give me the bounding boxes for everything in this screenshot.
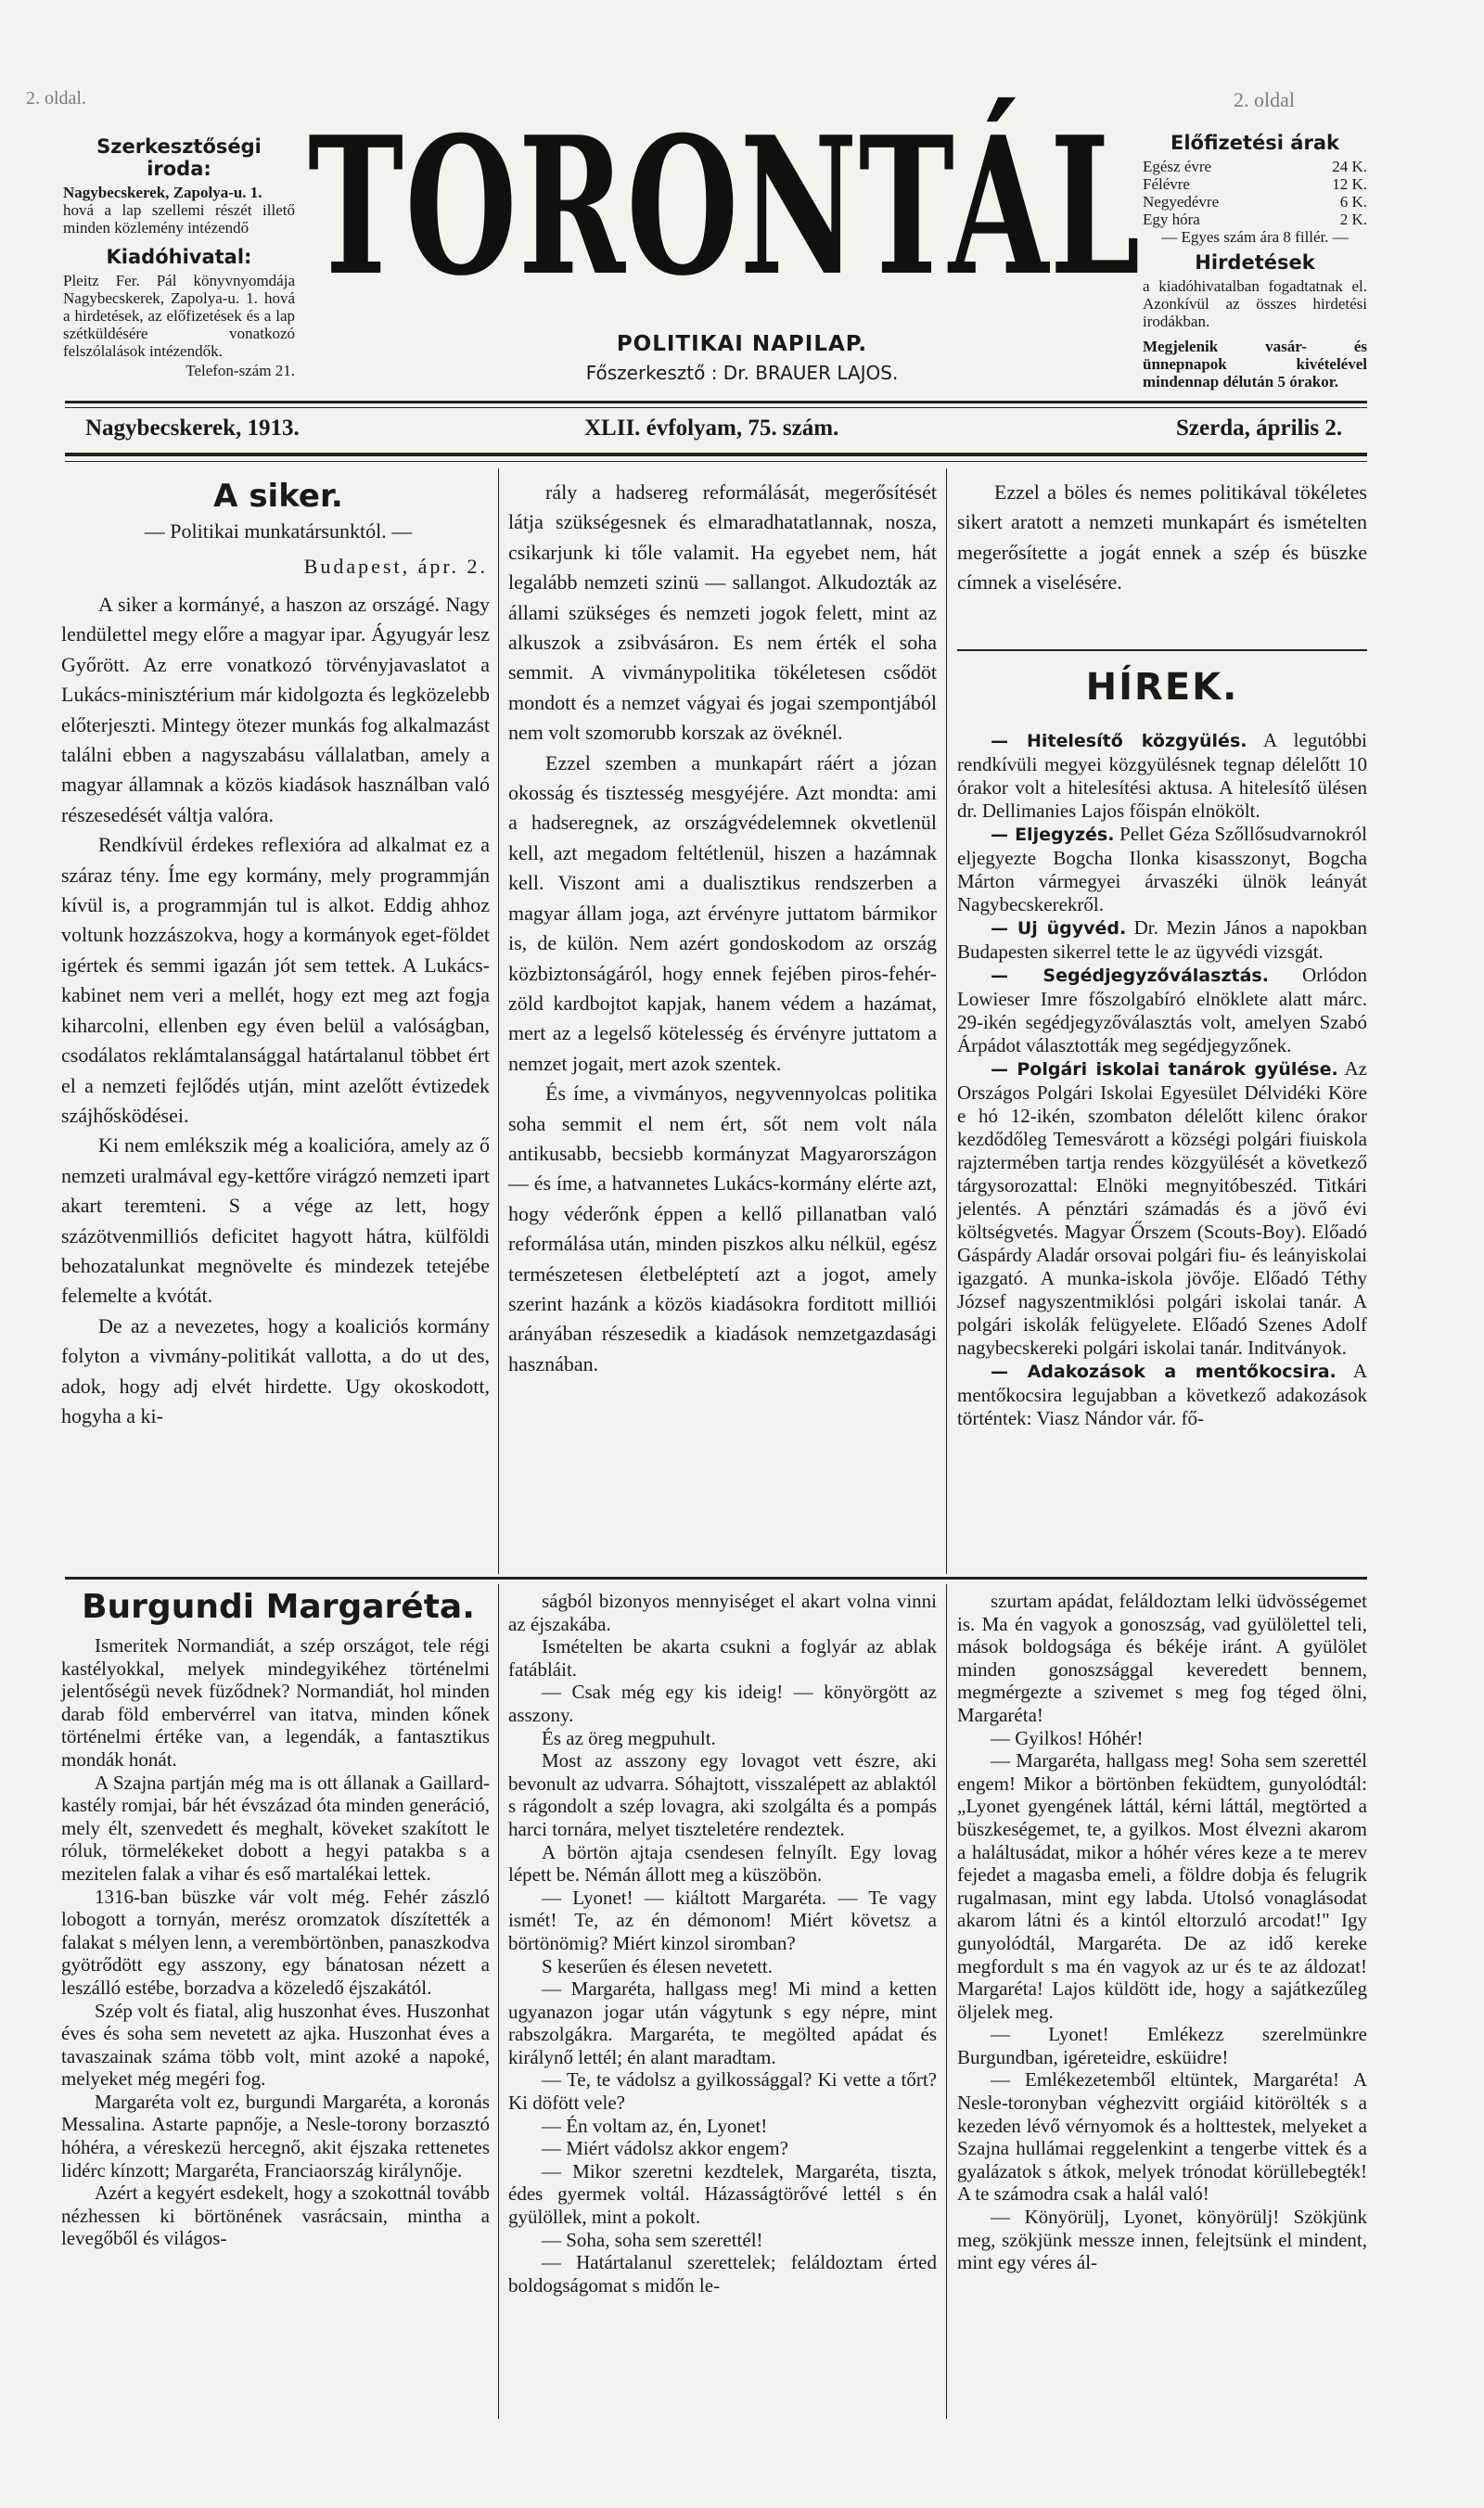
paragraph: — Mikor szeretni kezdtelek, Margaréta, tiszta, édes gyermek voltál. Házasságtörővé lettél s én gyülöllek, mint a pokolt. [508,2159,937,2229]
news-rule [957,649,1367,651]
news-item-text: A mentőkocsira legujabban a következő adakozások történtek: Viasz Nándor vár. fő- [957,1360,1367,1429]
paragraph: Szép volt és fiatal, alig huszonhat éves. Huszonhat éves és soha sem nevetett az ajka. Huszonhat éves a tavaszainak száma több volt, mint azoké a napoké, melyeket még megéri fog. [61,1999,490,2091]
paragraph: Margaréta volt ez, burgundi Margaréta, a koronás Messalina. Astarte papnője, a Nesle-torony borzasztó hóhéra, a véreskezü hercegnő, akit éjszaka rettenetes lidérc kínzott; Margaréta, Franciaország királynője. [61,2090,490,2182]
paragraph: A siker a kormányé, a haszon az országé. Nagy lendülettel megy előre a magyar ipar. Ágyugyár lesz Győrött. Az erre vonatkozó törvényjavaslatot a Lukács-minisztérium már kidolgozta és legközelebb előterjeszti. Mintegy ötezer munkás fog alkalmazást találni ebben a nagyszabásu vállalatban, amely a magyar államnak a közös kiadások használban való részesedését váltja valóra. [61,593,490,826]
paragraph: — Határtalanul szerettelek; feláldoztam érted boldogságomat s midőn le- [508,2251,937,2297]
news-item-head: — Eljegyzés. [991,825,1115,845]
price-value: 6 K. [1339,193,1367,211]
paragraph: — Lyonet! Emlékezz szerelmünkre Burgundban, igéreteidre, esküidre! [957,2023,1367,2068]
article-column-3 [957,478,1367,598]
subscription-box [1143,132,1367,390]
paragraph: Ismételten be akarta csukni a foglyár az ablak fatábláit. [508,1635,937,1681]
column-rule-4 [946,1584,947,2419]
paragraph: Azért a kegyért esdekelt, hogy a szokottnál tovább nézhessen ki börtönének vasrácsain, mintha a levegőből és világos- [61,2182,490,2250]
price-list [1143,158,1367,228]
article-column-1 [61,590,490,1431]
masthead-rule-thin [65,407,1367,408]
price-row [1143,158,1367,175]
paragraph: — Gyilkos! Hóhér! [991,1726,1144,1749]
paragraph: És íme, a vivmányos, negyvennyolcas politika soha semmit el nem ért, sőt nem volt nála antikusabb, becsiebb kormányzat Magyarországon — és íme, a hatvannetes Lukács-kormány elérte azt, hogy véderőnk éppen a kellő pillanatban való reformálása után, minden piszkos alku nélkül, egész természetesen életbeléptetí azt a jogot, amely szerint hazánk a közös kiadásokra forditott milliói arányában részesedik a kiadások nemzetgazdasági hasznában. [508,1081,937,1376]
news-item-head: — Segédjegyzőválasztás. [991,966,1269,986]
masthead-rule-top [65,401,1367,403]
subscription-title: Előfizetési árak [1171,132,1339,154]
news-item-head: — Uj ügyvéd. [991,918,1127,939]
news-item-text: A legutóbbi rendkívüli megyei közgyülésnek tegnap délelőtt 10 órakor volt a hitelesítési aktusa. A hitelesítő ülésen dr. Dellimanies Lajos főispán elnökölt. [957,729,1367,822]
dateline-place: Nagybecskerek, 1913. [85,416,300,441]
price-value: 24 K. [1332,158,1367,175]
news-item [957,964,1367,1057]
news-item-text: Pellet Géza Szőllősudvarnokról eljegyezte Bogcha Ilonka kisasszonyt, Bogcha Márton vármegyei árvaszéki ülnök leányát Nagybecskerekről. [957,823,1368,915]
price-row [1143,211,1367,228]
news-item-head: — Polgári iskolai tanárok gyülése. [991,1059,1338,1080]
column-rule-3 [498,1584,499,2419]
news-title: HÍREK. [1085,666,1239,709]
editorial-office-text: hová a lap szellemi részét illető minden közlemény intézendő [63,201,295,237]
paragraph: — Csak még egy kis ideig! — könyörgött az asszony. [508,1681,937,1726]
publisher-title: Kiadóhivatal: [106,246,252,268]
news-item-text: Orlódon Lowieser Imre főszolgabíró elnöklete alatt márc. 29-ikén segédjegyzőválasztás volt, amelyen Szabó Árpádot választották meg segédjegyzőnek. [957,964,1368,1056]
news-item [957,916,1367,964]
news-item [957,1360,1367,1430]
paragraph: — Én voltam az, én, Lyonet! [542,2114,768,2137]
news-item [957,729,1367,823]
dateline-volume: XLII. évfolyam, 75. szám. [584,416,839,441]
dateline-rule-thin [65,461,1367,462]
ads-title: Hirdetések [1195,251,1315,274]
paragraph: Rendkívül érdekes reflexióra ad alkalmat ez a száraz tény. Íme egy kormány, mely programmján kívül is, a programmján tul is alkot. Eddig ahhoz voltunk hozzászokva, hogy a kormányok eget-földet igértek és semmi igazán jót sem tettek. A Lukács-kabinet nem veri a mellét, hogy ezt meg azt fogja kiharcolni, ellenben egy éven belül a valóságban, csodálatos reklámtalansággal határtalanul többet ért el a nemzeti fejlődés utján, mint azelőtt évtizedek szájhősködései. [61,833,490,1127]
news-list [957,729,1367,1430]
paragraph: 1316-ban büszke vár volt még. Fehér zászló lobogott a tornyán, merész oromzatok díszítették a falakat s mélyen lenn, a verembörtönben, panaszkodva gyötrődött egy asszony, egy bánatosan nézett a leszálló estébe, borzadva a közeledő éjszakától. [61,1885,490,1999]
paragraph: — Emlékezetemből eltüntek, Margaréta! A Nesle-toronyban véghezvitt orgiáid kitörölték s a kezeden lévő vérnyomok és a holttestek, melyeket a Szajna hullámai reggelenkint a tengerbe vittek és a gyalázatok s átkok, melyek trónodat körüllebegték! A te számodra csak a halál való! [957,2068,1367,2206]
phone-number: Telefon-szám 21. [186,362,295,379]
price-row [1143,193,1367,211]
price-value: 12 K. [1332,175,1367,193]
price-label: Negyedévre [1143,193,1220,211]
paragraph: — Soha, soha sem szerettél! [542,2228,763,2251]
paragraph: S keserűen és élesen nevetett. [542,1954,773,1977]
price-label: Egész évre [1143,158,1212,175]
feuilleton-column-3 [957,1590,1367,2274]
article-title: A siker. [213,478,343,515]
paragraph: A Szajna partján még ma is ott állanak a Gaillard-kastély romjai, bár hét évszázad óta minden generáció, mely élt, szenvedett és meghalt, köveket szakított le róluk, törmelékeket dobott a hegyi patakba s a mezitelen falak a vihar és eső martalékai lettek. [61,1771,490,1885]
publication-days: Megjelenik vasár- és ünnepnapok kivételével mindennap délután 5 órakor. [1143,338,1367,390]
price-label: Félévre [1143,175,1190,193]
paragraph: — Miért vádolsz akkor engem? [542,2137,788,2160]
paragraph: — Könyörülj, Lyonet, könyörülj! Szökjünk meg, szökjünk messze innen, felejtsünk el mindent, mint egy véres ál- [957,2206,1367,2274]
feuilleton-column-2 [508,1590,937,2297]
paragraph: — Te, te vádolsz a gyilkossággal? Ki vette a tőrt? Ki döfött vele? [508,2068,937,2115]
page-number-right: 2. oldal [1234,88,1295,111]
paragraph: Ezzel szemben a munkapárt ráért a józan okosság és tisztesség mesgyéjére. Azt mondta: ami a hadseregnek, az országvédelemnek okvetlenül kell, azt megadom feltétlenül, hiszen a hazámnak kell. Viszont ami a dualisztikus rendszerben a magyar állam joga, azt érvényre juttatom bármikor is, de külön. Nem azért gondoskodom az ország közbiztonságáról, hogy ennek fejében piros-fehér-zöld kardbojtot kapjak, hanem védem a hazámat, mert az a legelső kötelesség és érvényre juttatom a nemzet jogait, mert azok szentek. [508,750,937,1075]
price-label: Egy hóra [1143,211,1200,228]
feuilleton-column-1 [61,1634,490,2250]
masthead-subtitle: POLITIKAI NAPILAP. [616,332,868,356]
masthead-editor: Főszerkesztő : Dr. BRAUER LAJOS. [585,362,899,384]
editorial-office-title: Szerkesztőségi iroda: [96,135,262,180]
editorial-office-box [63,130,295,379]
paragraph: És az öreg megpuhult. [542,1726,716,1749]
price-row [1143,175,1367,193]
paragraph: Most az asszony egy lovagot vett észre, aki bevonult az udvarra. Sóhajtott, visszalépett az ablaktól s rágondolt a szép lovagra, aki szolgáltа és a pompás harci tornára, melyet tiszteletére rendeztek. [508,1749,937,1840]
feuilleton-title: Burgundi Margaréta. [82,1588,475,1626]
paragraph: Ezzel a böles és nemes politikával tökéletes sikert aratott a nemzeti munkapárt és ismételten megerősítette a jogát ennek a szép és büszke címnek a viselésére. [957,480,1367,595]
news-item-head: — Hitelesítő közgyülés. [991,731,1247,751]
news-item-head: — Adakozások a mentőkocsira. [991,1362,1337,1382]
news-item-text: Dr. Mezin János a napokban Budapesten sikerrel tette le az ügyvédi vizsgát. [957,916,1367,963]
paragraph: szurtam apádat, feláldoztam lelki üdvösségemet is. Ma én vagyok a gonoszság, vad gyülölettel teli, mások boldogsága és békéje iránt. A gyülölet minden gonoszsággal keveredett bennem, megmérgezte a szivemet s meg fog téged ölni, Margaréta! [957,1590,1367,1726]
price-value: 2 K. [1339,211,1367,228]
news-item [957,823,1367,916]
dateline-day: Szerda, április 2. [1176,416,1343,441]
masthead-title: TORONTÁL [308,96,1142,318]
single-issue-price: — Egyes szám ára 8 fillér. — [1161,228,1349,246]
paragraph: Ismeritek Normandiát, a szép országot, tele régi kastélyokkal, melyek mindegyikéhez történelmi jelentőségü nevek füződnek? Normandiát, hol minden darab föld embervérrel van itatva, minden kőnek történelmi értéke van, a legendák, a fantasztikus mondák honát. [61,1634,490,1771]
paragraph: De az a nevezetes, hogy a koaliciós kormány folyton a vivmány-politikát vallotta, a do ut des, adok, hogy adj elvét hirdette. Ugy okoskodott, hogyha a ki- [61,1313,490,1427]
news-item [957,1057,1367,1360]
dateline-rule [65,453,1367,456]
column-rule-1 [498,468,499,1574]
paragraph: — Margaréta, hallgass meg! Soha sem szerettél engem! Mikor a börtönben feküdtem, gunyolódtál: „Lyonet gyengének láttál, kérni láttál, megtörted a büszkeségemet, te, a gyilkos. Most élvezni akarom a haláltusádat, mikor a hóhér véres keze a te merev fejedet a magasba emeli, a földre dobja és felugrik rugalmasan, mint egy labda. Utolsó vonaglásodat akarom látni és a kintól eltorzuló arcodat!" Igy gunyolódtál, Margaréta. De az idő kereke megfordult s ma én vagyok az ur és te az áldozat! Margaréta! Lajos küldött ide, hogy a sajátkezűleg öljelek meg. [957,1749,1367,2023]
paragraph: Ki nem emlékszik még a koalicióra, amely az ő nemzeti uralmával egy-kettőre virágzó nemzeti ipart akart teremteni. S a vége az lett, hogy százötvenmilliós deficitet hagyott hátra, külföldi behozatalunkat megnövelte és mindezek tetejébe felemelte a kvótát. [61,1133,490,1308]
section-rule [65,1577,1367,1580]
paragraph: A börtön ajtaja csendesen felnyílt. Egy lovag lépett be. Némán állott meg a küszöbön. [508,1840,937,1887]
article-place: Budapest, ápr. 2. [303,555,488,578]
page-number-left: 2. oldal. [26,88,86,109]
paragraph: — Lyonet! — kiáltott Margaréta. — Te vagy ismét! Te, az én démonom! Miért követsz a börtönömig? Miért kinzol siromban? [508,1886,937,1954]
paragraph: ságból bizonyos mennyiséget el akart volna vinni az éjszakába. [508,1590,937,1635]
publisher-text: Pleitz Fer. Pál könyvnyomdája Nagybecskerek, Zapolya-u. 1. hová a hirdetések, az előfizetések és a lap szétküldésére vonatkozó felszólalások intézendők. [63,272,295,360]
article-byline: — Politikai munkatársunktól. — [144,519,413,543]
news-item-text: Az Országos Polgári Iskolai Egyesület Délvidéki Köre e hó 12-ikén, szombaton délelőtt kilenc órakor kezdődőleg Temesvárott a községi polgári fiuiskola rajztermében tartja rendes közgyülését a következő tárgysorozattal: Elnöki megnyitóbeszéd. Titkári jelentés. A pénztári számadás és a jövő évi költségvetés. Magyar Őrszem (Scouts-Boy). Előadó Gáspárdy Aladár orsovai polgári fiu- és leányiskolai igazgató. A munka-iskola jövője. Előadó Téthy József nagyszentmiklósi polgári iskolai tanár. A polgári iskolák felügyelete. Előadó Szenes Adolf nagybecskereki polgári iskolai tanár. Inditványok. [957,1057,1367,1359]
ads-text: a kiadóhivatalban fogadtatnak el. Azonkívül az összes hirdetési irodákban. [1143,277,1367,330]
paragraph: rály a hadsereg reformálását, megerősítését látja szükségesnek és elmaradhatatlannak, nosza, csikarjunk ki tőle valamit. Ha egyebet nem, hát legalább nemzeti szinü — sallangot. Alkudozták az állami szükséges és nemzeti jogok felett, mint az alkuszok a zsibvásáron. Es nem érték el soha semmit. A vivmánypolitika tökéletesen csődöt mondott és a nemzet vágyai és jogai szempontjából nem volt szomorubb korszak az övéknél. [508,480,937,745]
editorial-office-address: Nagybecskerek, Zapolya-u. 1. [63,184,262,201]
column-rule-2 [946,468,947,1574]
article-column-2 [508,478,937,1379]
paragraph: — Margaréta, hallgass meg! Mi mind a ketten ugyanazon jogar után vágytunk s egy népre, mint rabszolgákra. Margaréta, te megölted apádat és királynő lettél; én alant maradtam. [508,1977,937,2068]
